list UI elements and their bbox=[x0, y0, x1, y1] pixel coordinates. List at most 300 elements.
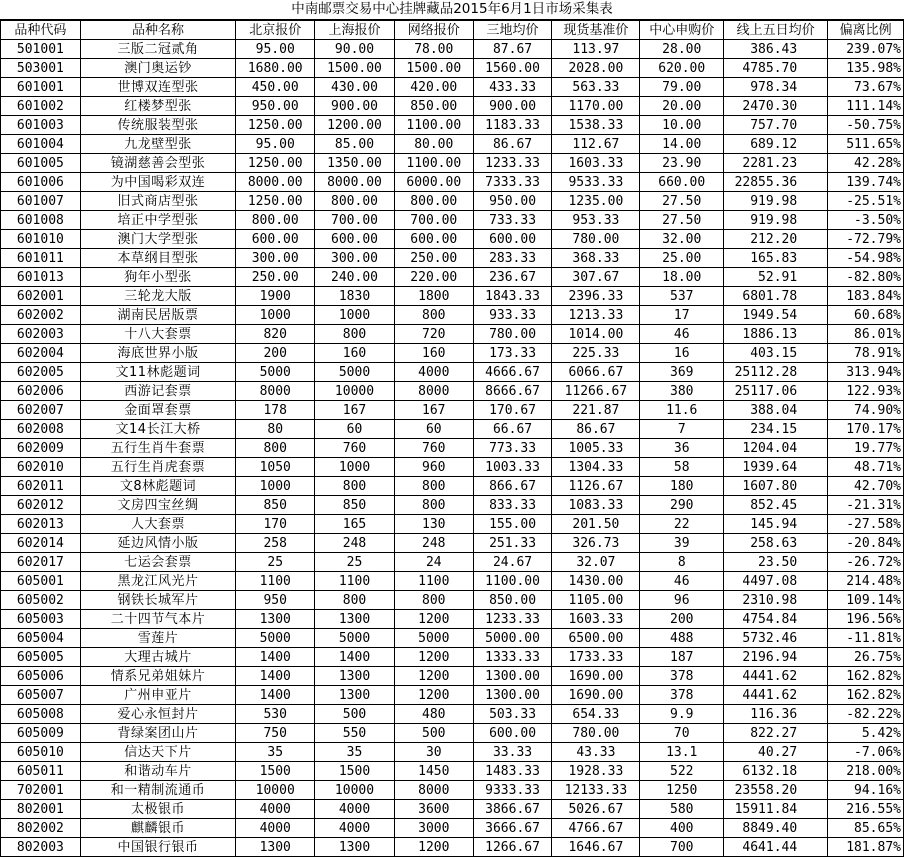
cell-three-city-avg: 66.67 bbox=[473, 420, 552, 439]
table-row bbox=[1, 458, 904, 477]
table-row bbox=[1, 135, 904, 154]
table-row bbox=[1, 344, 904, 363]
cell-three-city-avg: 600.00 bbox=[473, 230, 552, 249]
cell-code: 602006 bbox=[1, 382, 81, 401]
table-row bbox=[1, 629, 904, 648]
cell-three-city-avg: 3866.67 bbox=[473, 800, 552, 819]
cell-center-subscription-price: 700 bbox=[640, 838, 724, 857]
cell-center-subscription-price: 27.50 bbox=[640, 211, 724, 230]
cell-beijing-price: 10000 bbox=[236, 781, 315, 800]
cell-name: 信达天下片 bbox=[80, 743, 236, 762]
cell-beijing-price: 1000 bbox=[236, 306, 315, 325]
cell-online-price: 1200 bbox=[394, 686, 473, 705]
cell-name: 本草纲目型张 bbox=[80, 249, 236, 268]
cell-beijing-price: 1300 bbox=[236, 610, 315, 629]
cell-name: 文8林彪题词 bbox=[80, 477, 236, 496]
cell-spot-base-price: 1690.00 bbox=[552, 667, 640, 686]
cell-code: 605002 bbox=[1, 591, 81, 610]
cell-three-city-avg: 87.67 bbox=[473, 40, 552, 59]
cell-deviation-ratio: 74.90% bbox=[828, 401, 904, 420]
cell-shanghai-price: 550 bbox=[315, 724, 395, 743]
cell-beijing-price: 800.00 bbox=[236, 211, 315, 230]
cell-shanghai-price: 1000 bbox=[315, 306, 395, 325]
cell-shanghai-price: 300.00 bbox=[315, 249, 395, 268]
cell-online-price: 1200 bbox=[394, 648, 473, 667]
cell-code: 601004 bbox=[1, 135, 81, 154]
table-row bbox=[1, 287, 904, 306]
cell-code: 602011 bbox=[1, 477, 81, 496]
cell-online-price: 250.00 bbox=[394, 249, 473, 268]
cell-name: 镜湖慈善会型张 bbox=[80, 154, 236, 173]
cell-online-5day-avg: 1886.13 bbox=[724, 325, 828, 344]
cell-online-5day-avg: 4785.70 bbox=[724, 59, 828, 78]
cell-code: 602013 bbox=[1, 515, 81, 534]
cell-online-price: 420.00 bbox=[394, 78, 473, 97]
cell-three-city-avg: 4666.67 bbox=[473, 363, 552, 382]
table-row bbox=[1, 249, 904, 268]
cell-shanghai-price: 500 bbox=[315, 705, 395, 724]
cell-beijing-price: 530 bbox=[236, 705, 315, 724]
cell-spot-base-price: 654.33 bbox=[552, 705, 640, 724]
cell-shanghai-price: 8000.00 bbox=[315, 173, 395, 192]
cell-code: 601008 bbox=[1, 211, 81, 230]
table-row bbox=[1, 800, 904, 819]
cell-online-5day-avg: 978.34 bbox=[724, 78, 828, 97]
cell-spot-base-price: 221.87 bbox=[552, 401, 640, 420]
cell-deviation-ratio: -25.51% bbox=[828, 192, 904, 211]
cell-online-5day-avg: 1939.64 bbox=[724, 458, 828, 477]
cell-online-price: 8000 bbox=[394, 382, 473, 401]
cell-online-price: 167 bbox=[394, 401, 473, 420]
table-row bbox=[1, 838, 904, 857]
cell-beijing-price: 1500 bbox=[236, 762, 315, 781]
cell-online-5day-avg: 234.15 bbox=[724, 420, 828, 439]
cell-code: 605004 bbox=[1, 629, 81, 648]
cell-code: 501001 bbox=[1, 40, 81, 59]
cell-beijing-price: 200 bbox=[236, 344, 315, 363]
cell-deviation-ratio: 5.42% bbox=[828, 724, 904, 743]
cell-shanghai-price: 240.00 bbox=[315, 268, 395, 287]
cell-three-city-avg: 170.67 bbox=[473, 401, 552, 420]
cell-deviation-ratio: 26.75% bbox=[828, 648, 904, 667]
cell-online-price: 8000 bbox=[394, 781, 473, 800]
cell-deviation-ratio: 214.48% bbox=[828, 572, 904, 591]
cell-three-city-avg: 236.67 bbox=[473, 268, 552, 287]
table-row bbox=[1, 781, 904, 800]
cell-shanghai-price: 4000 bbox=[315, 819, 395, 838]
column-header-shanghai-price: 上海报价 bbox=[315, 21, 395, 40]
cell-three-city-avg: 33.33 bbox=[473, 743, 552, 762]
cell-three-city-avg: 833.33 bbox=[473, 496, 552, 515]
cell-online-5day-avg: 2310.98 bbox=[724, 591, 828, 610]
cell-name: 和一精制流通币 bbox=[80, 781, 236, 800]
cell-code: 602004 bbox=[1, 344, 81, 363]
cell-beijing-price: 950.00 bbox=[236, 97, 315, 116]
cell-shanghai-price: 1300 bbox=[315, 610, 395, 629]
cell-online-price: 1100 bbox=[394, 572, 473, 591]
cell-three-city-avg: 780.00 bbox=[473, 325, 552, 344]
table-row bbox=[1, 97, 904, 116]
cell-online-price: 480 bbox=[394, 705, 473, 724]
cell-deviation-ratio: 42.28% bbox=[828, 154, 904, 173]
cell-deviation-ratio: 170.17% bbox=[828, 420, 904, 439]
cell-online-5day-avg: 5732.46 bbox=[724, 629, 828, 648]
cell-deviation-ratio: -21.31% bbox=[828, 496, 904, 515]
cell-code: 602010 bbox=[1, 458, 81, 477]
cell-deviation-ratio: -3.50% bbox=[828, 211, 904, 230]
cell-name: 九龙壁型张 bbox=[80, 135, 236, 154]
cell-online-price: 1500.00 bbox=[394, 59, 473, 78]
cell-name: 七运会套票 bbox=[80, 553, 236, 572]
table-row bbox=[1, 610, 904, 629]
cell-deviation-ratio: 511.65% bbox=[828, 135, 904, 154]
cell-name: 为中国喝彩双连 bbox=[80, 173, 236, 192]
cell-spot-base-price: 112.67 bbox=[552, 135, 640, 154]
cell-deviation-ratio: 216.55% bbox=[828, 800, 904, 819]
cell-shanghai-price: 25 bbox=[315, 553, 395, 572]
cell-code: 602005 bbox=[1, 363, 81, 382]
cell-shanghai-price: 800 bbox=[315, 325, 395, 344]
cell-online-5day-avg: 388.04 bbox=[724, 401, 828, 420]
table-row bbox=[1, 743, 904, 762]
cell-spot-base-price: 5026.67 bbox=[552, 800, 640, 819]
cell-online-price: 160 bbox=[394, 344, 473, 363]
cell-online-5day-avg: 15911.84 bbox=[724, 800, 828, 819]
cell-code: 605001 bbox=[1, 572, 81, 591]
cell-online-price: 3600 bbox=[394, 800, 473, 819]
cell-spot-base-price: 1083.33 bbox=[552, 496, 640, 515]
cell-center-subscription-price: 11.6 bbox=[640, 401, 724, 420]
cell-three-city-avg: 24.67 bbox=[473, 553, 552, 572]
column-header-center-subscription-price: 中心申购价 bbox=[640, 21, 724, 40]
cell-spot-base-price: 1690.00 bbox=[552, 686, 640, 705]
cell-deviation-ratio: 86.01% bbox=[828, 325, 904, 344]
cell-shanghai-price: 85.00 bbox=[315, 135, 395, 154]
cell-beijing-price: 300.00 bbox=[236, 249, 315, 268]
cell-three-city-avg: 900.00 bbox=[473, 97, 552, 116]
cell-center-subscription-price: 200 bbox=[640, 610, 724, 629]
cell-three-city-avg: 1560.00 bbox=[473, 59, 552, 78]
cell-code: 802001 bbox=[1, 800, 81, 819]
cell-code: 602008 bbox=[1, 420, 81, 439]
cell-deviation-ratio: -11.81% bbox=[828, 629, 904, 648]
cell-beijing-price: 250.00 bbox=[236, 268, 315, 287]
cell-three-city-avg: 1233.33 bbox=[473, 610, 552, 629]
cell-deviation-ratio: -7.06% bbox=[828, 743, 904, 762]
cell-online-price: 1450 bbox=[394, 762, 473, 781]
cell-online-5day-avg: 852.45 bbox=[724, 496, 828, 515]
cell-deviation-ratio: 85.65% bbox=[828, 819, 904, 838]
cell-online-price: 1200 bbox=[394, 610, 473, 629]
cell-online-price: 80.00 bbox=[394, 135, 473, 154]
cell-beijing-price: 8000.00 bbox=[236, 173, 315, 192]
cell-deviation-ratio: 162.82% bbox=[828, 686, 904, 705]
cell-code: 602014 bbox=[1, 534, 81, 553]
cell-code: 601001 bbox=[1, 78, 81, 97]
cell-deviation-ratio: 239.07% bbox=[828, 40, 904, 59]
cell-spot-base-price: 4766.67 bbox=[552, 819, 640, 838]
cell-online-5day-avg: 4441.62 bbox=[724, 686, 828, 705]
cell-spot-base-price: 1014.00 bbox=[552, 325, 640, 344]
cell-deviation-ratio: -72.79% bbox=[828, 230, 904, 249]
cell-deviation-ratio: 60.68% bbox=[828, 306, 904, 325]
cell-shanghai-price: 248 bbox=[315, 534, 395, 553]
cell-center-subscription-price: 70 bbox=[640, 724, 724, 743]
cell-spot-base-price: 953.33 bbox=[552, 211, 640, 230]
cell-deviation-ratio: -82.80% bbox=[828, 268, 904, 287]
cell-online-5day-avg: 4441.62 bbox=[724, 667, 828, 686]
table-row bbox=[1, 230, 904, 249]
cell-beijing-price: 1100 bbox=[236, 572, 315, 591]
cell-three-city-avg: 1300.00 bbox=[473, 667, 552, 686]
cell-spot-base-price: 780.00 bbox=[552, 230, 640, 249]
cell-three-city-avg: 433.33 bbox=[473, 78, 552, 97]
cell-center-subscription-price: 580 bbox=[640, 800, 724, 819]
cell-code: 602017 bbox=[1, 553, 81, 572]
cell-code: 602007 bbox=[1, 401, 81, 420]
cell-three-city-avg: 850.00 bbox=[473, 591, 552, 610]
cell-online-5day-avg: 40.27 bbox=[724, 743, 828, 762]
cell-shanghai-price: 430.00 bbox=[315, 78, 395, 97]
cell-code: 602003 bbox=[1, 325, 81, 344]
cell-deviation-ratio: 78.91% bbox=[828, 344, 904, 363]
cell-online-5day-avg: 822.27 bbox=[724, 724, 828, 743]
cell-online-price: 800 bbox=[394, 477, 473, 496]
cell-online-price: 220.00 bbox=[394, 268, 473, 287]
cell-spot-base-price: 1646.67 bbox=[552, 838, 640, 857]
cell-online-5day-avg: 25112.28 bbox=[724, 363, 828, 382]
cell-beijing-price: 5000 bbox=[236, 363, 315, 382]
cell-spot-base-price: 1304.33 bbox=[552, 458, 640, 477]
cell-center-subscription-price: 378 bbox=[640, 686, 724, 705]
cell-center-subscription-price: 378 bbox=[640, 667, 724, 686]
cell-shanghai-price: 35 bbox=[315, 743, 395, 762]
cell-spot-base-price: 780.00 bbox=[552, 724, 640, 743]
cell-online-price: 24 bbox=[394, 553, 473, 572]
table-row bbox=[1, 173, 904, 192]
cell-name: 三版二冠贰角 bbox=[80, 40, 236, 59]
cell-shanghai-price: 600.00 bbox=[315, 230, 395, 249]
cell-beijing-price: 258 bbox=[236, 534, 315, 553]
cell-online-price: 800 bbox=[394, 591, 473, 610]
cell-name: 世博双连型张 bbox=[80, 78, 236, 97]
cell-online-price: 130 bbox=[394, 515, 473, 534]
table-row bbox=[1, 553, 904, 572]
cell-online-5day-avg: 145.94 bbox=[724, 515, 828, 534]
cell-deviation-ratio: 94.16% bbox=[828, 781, 904, 800]
table-row bbox=[1, 363, 904, 382]
table-row bbox=[1, 724, 904, 743]
cell-code: 802003 bbox=[1, 838, 81, 857]
cell-three-city-avg: 1483.33 bbox=[473, 762, 552, 781]
column-header-three-city-avg: 三地均价 bbox=[473, 21, 552, 40]
cell-shanghai-price: 90.00 bbox=[315, 40, 395, 59]
table-row bbox=[1, 819, 904, 838]
cell-online-5day-avg: 4641.44 bbox=[724, 838, 828, 857]
cell-center-subscription-price: 58 bbox=[640, 458, 724, 477]
cell-online-price: 1100.00 bbox=[394, 116, 473, 135]
table-row bbox=[1, 496, 904, 515]
cell-name: 五行生肖牛套票 bbox=[80, 439, 236, 458]
column-header-online-price: 网络报价 bbox=[394, 21, 473, 40]
cell-name: 西游记套票 bbox=[80, 382, 236, 401]
cell-name: 文14长江大桥 bbox=[80, 420, 236, 439]
cell-center-subscription-price: 8 bbox=[640, 553, 724, 572]
cell-beijing-price: 170 bbox=[236, 515, 315, 534]
cell-spot-base-price: 43.33 bbox=[552, 743, 640, 762]
cell-code: 605009 bbox=[1, 724, 81, 743]
cell-deviation-ratio: -20.84% bbox=[828, 534, 904, 553]
cell-spot-base-price: 1928.33 bbox=[552, 762, 640, 781]
cell-shanghai-price: 1000 bbox=[315, 458, 395, 477]
cell-online-price: 6000.00 bbox=[394, 173, 473, 192]
cell-shanghai-price: 5000 bbox=[315, 363, 395, 382]
cell-shanghai-price: 10000 bbox=[315, 382, 395, 401]
cell-online-price: 850.00 bbox=[394, 97, 473, 116]
cell-shanghai-price: 1500.00 bbox=[315, 59, 395, 78]
cell-online-5day-avg: 757.70 bbox=[724, 116, 828, 135]
cell-shanghai-price: 800 bbox=[315, 477, 395, 496]
cell-code: 601003 bbox=[1, 116, 81, 135]
cell-beijing-price: 35 bbox=[236, 743, 315, 762]
table-row bbox=[1, 572, 904, 591]
cell-shanghai-price: 1300 bbox=[315, 667, 395, 686]
cell-name: 十八大套票 bbox=[80, 325, 236, 344]
cell-online-price: 800 bbox=[394, 306, 473, 325]
table-row bbox=[1, 59, 904, 78]
cell-center-subscription-price: 17 bbox=[640, 306, 724, 325]
cell-online-5day-avg: 386.43 bbox=[724, 40, 828, 59]
cell-beijing-price: 850 bbox=[236, 496, 315, 515]
cell-online-price: 1200 bbox=[394, 667, 473, 686]
cell-code: 601013 bbox=[1, 268, 81, 287]
cell-beijing-price: 178 bbox=[236, 401, 315, 420]
cell-online-5day-avg: 23.50 bbox=[724, 553, 828, 572]
cell-name: 二十四节气本片 bbox=[80, 610, 236, 629]
cell-online-5day-avg: 6132.18 bbox=[724, 762, 828, 781]
cell-name: 背绿案团山片 bbox=[80, 724, 236, 743]
cell-name: 钢铁长城军片 bbox=[80, 591, 236, 610]
cell-name: 红楼梦型张 bbox=[80, 97, 236, 116]
cell-spot-base-price: 1005.33 bbox=[552, 439, 640, 458]
cell-spot-base-price: 1213.33 bbox=[552, 306, 640, 325]
table-row bbox=[1, 116, 904, 135]
cell-shanghai-price: 60 bbox=[315, 420, 395, 439]
cell-center-subscription-price: 14.00 bbox=[640, 135, 724, 154]
cell-online-price: 4000 bbox=[394, 363, 473, 382]
cell-center-subscription-price: 46 bbox=[640, 572, 724, 591]
cell-beijing-price: 600.00 bbox=[236, 230, 315, 249]
cell-code: 601005 bbox=[1, 154, 81, 173]
column-header-name: 品种名称 bbox=[80, 21, 236, 40]
cell-name: 广州申亚片 bbox=[80, 686, 236, 705]
cell-three-city-avg: 155.00 bbox=[473, 515, 552, 534]
cell-beijing-price: 95.00 bbox=[236, 135, 315, 154]
cell-center-subscription-price: 20.00 bbox=[640, 97, 724, 116]
cell-shanghai-price: 700.00 bbox=[315, 211, 395, 230]
table-row bbox=[1, 667, 904, 686]
cell-deviation-ratio: 111.14% bbox=[828, 97, 904, 116]
cell-center-subscription-price: 537 bbox=[640, 287, 724, 306]
cell-center-subscription-price: 23.90 bbox=[640, 154, 724, 173]
cell-shanghai-price: 900.00 bbox=[315, 97, 395, 116]
table-row bbox=[1, 591, 904, 610]
cell-beijing-price: 1400 bbox=[236, 667, 315, 686]
cell-name: 三轮龙大版 bbox=[80, 287, 236, 306]
cell-spot-base-price: 1603.33 bbox=[552, 610, 640, 629]
cell-online-5day-avg: 1607.80 bbox=[724, 477, 828, 496]
cell-spot-base-price: 86.67 bbox=[552, 420, 640, 439]
cell-code: 802002 bbox=[1, 819, 81, 838]
cell-deviation-ratio: 135.98% bbox=[828, 59, 904, 78]
cell-code: 602001 bbox=[1, 287, 81, 306]
cell-name: 太极银币 bbox=[80, 800, 236, 819]
cell-three-city-avg: 173.33 bbox=[473, 344, 552, 363]
cell-online-price: 30 bbox=[394, 743, 473, 762]
table-row bbox=[1, 648, 904, 667]
table-row bbox=[1, 78, 904, 97]
cell-center-subscription-price: 18.00 bbox=[640, 268, 724, 287]
column-header-online-5day-avg: 线上五日均价 bbox=[724, 21, 828, 40]
cell-spot-base-price: 12133.33 bbox=[552, 781, 640, 800]
cell-shanghai-price: 800.00 bbox=[315, 192, 395, 211]
cell-deviation-ratio: 122.93% bbox=[828, 382, 904, 401]
table-row bbox=[1, 477, 904, 496]
cell-code: 605006 bbox=[1, 667, 81, 686]
column-header-code: 品种代码 bbox=[1, 21, 81, 40]
cell-center-subscription-price: 96 bbox=[640, 591, 724, 610]
cell-name: 人大套票 bbox=[80, 515, 236, 534]
table-row bbox=[1, 705, 904, 724]
cell-center-subscription-price: 620.00 bbox=[640, 59, 724, 78]
cell-center-subscription-price: 187 bbox=[640, 648, 724, 667]
cell-name: 文11林彪题词 bbox=[80, 363, 236, 382]
cell-code: 602002 bbox=[1, 306, 81, 325]
cell-three-city-avg: 1183.33 bbox=[473, 116, 552, 135]
cell-spot-base-price: 563.33 bbox=[552, 78, 640, 97]
cell-three-city-avg: 950.00 bbox=[473, 192, 552, 211]
cell-spot-base-price: 1235.00 bbox=[552, 192, 640, 211]
cell-beijing-price: 820 bbox=[236, 325, 315, 344]
cell-beijing-price: 5000 bbox=[236, 629, 315, 648]
cell-three-city-avg: 1300.00 bbox=[473, 686, 552, 705]
cell-center-subscription-price: 25.00 bbox=[640, 249, 724, 268]
cell-name: 澳门大学型张 bbox=[80, 230, 236, 249]
cell-shanghai-price: 1500 bbox=[315, 762, 395, 781]
cell-deviation-ratio: -50.75% bbox=[828, 116, 904, 135]
cell-beijing-price: 1680.00 bbox=[236, 59, 315, 78]
cell-three-city-avg: 251.33 bbox=[473, 534, 552, 553]
cell-center-subscription-price: 13.1 bbox=[640, 743, 724, 762]
cell-three-city-avg: 9333.33 bbox=[473, 781, 552, 800]
cell-online-5day-avg: 52.91 bbox=[724, 268, 828, 287]
cell-spot-base-price: 1538.33 bbox=[552, 116, 640, 135]
cell-beijing-price: 1400 bbox=[236, 648, 315, 667]
cell-name: 培正中学型张 bbox=[80, 211, 236, 230]
cell-beijing-price: 1400 bbox=[236, 686, 315, 705]
cell-online-5day-avg: 919.98 bbox=[724, 211, 828, 230]
cell-deviation-ratio: 162.82% bbox=[828, 667, 904, 686]
table-row bbox=[1, 325, 904, 344]
cell-three-city-avg: 283.33 bbox=[473, 249, 552, 268]
cell-online-5day-avg: 403.15 bbox=[724, 344, 828, 363]
cell-online-price: 248 bbox=[394, 534, 473, 553]
cell-name: 澳门奥运钞 bbox=[80, 59, 236, 78]
cell-deviation-ratio: -27.58% bbox=[828, 515, 904, 534]
cell-spot-base-price: 1430.00 bbox=[552, 572, 640, 591]
cell-online-price: 800.00 bbox=[394, 192, 473, 211]
cell-spot-base-price: 1105.00 bbox=[552, 591, 640, 610]
